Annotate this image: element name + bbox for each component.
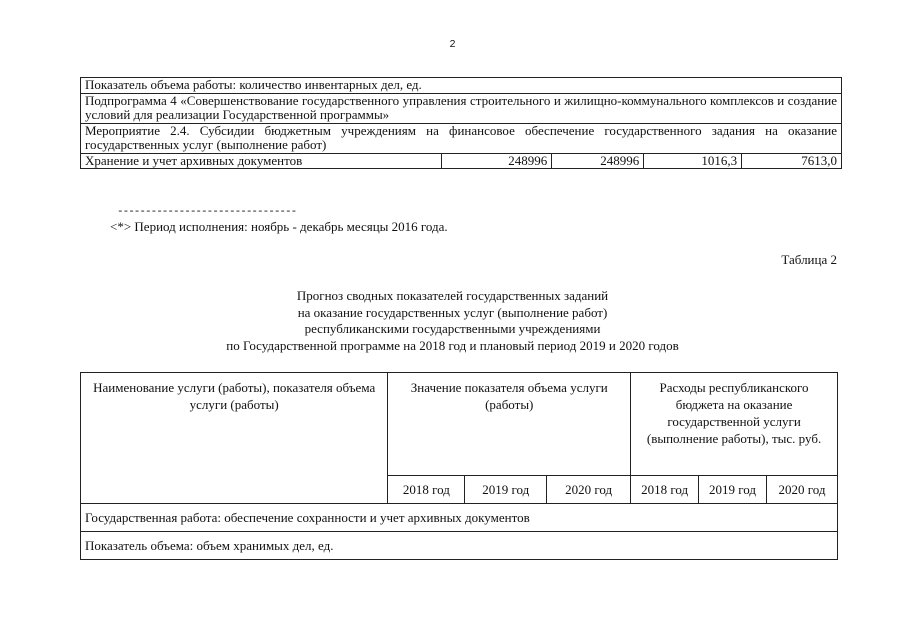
year-header: 2019 год <box>465 476 547 504</box>
table-heading <box>0 288 905 354</box>
heading-line: по Государственной программе на 2018 год и плановый период 2019 и 2020 годов <box>226 337 679 353</box>
archive-works-table-continued <box>80 77 842 169</box>
table-row <box>81 153 842 169</box>
measure-row-cell: Мероприятие 2.4. Субсидии бюджетным учреждениям на финансовое обеспечение государственного задания на оказание государственных услуг (выполнение работ) <box>81 123 842 153</box>
heading-line: республиканскими государственными учреждениями <box>304 321 601 336</box>
volume-indicator-header: Значение показателя объема услуги (работы) <box>388 373 631 476</box>
value-cell: 7613,0 <box>742 153 842 169</box>
page-number: 2 <box>449 38 456 50</box>
value-cell: 248996 <box>552 153 644 169</box>
year-header: 2020 год <box>547 476 631 504</box>
year-header: 2020 год <box>767 476 838 504</box>
table-row <box>81 93 842 123</box>
heading-line: Прогноз сводных показателей государственных заданий <box>296 288 609 303</box>
footnote-separator: -------------------------------- <box>117 206 297 218</box>
year-header: 2018 год <box>388 476 465 504</box>
service-name-header: Наименование услуги (работы), показателя объема услуги (работы) <box>81 373 388 504</box>
state-work-row-cell: Государственная работа: обеспечение сохранности и учет архивных документов <box>81 504 838 532</box>
table-row <box>81 78 842 94</box>
budget-expenses-header: Расходы республиканского бюджета на оказание государственной услуги (выполнение работы), тыс. руб. <box>631 373 838 476</box>
footnote-text: <*> Период исполнения: ноябрь - декабрь месяцы 2016 года. <box>110 219 448 234</box>
table-row <box>81 123 842 153</box>
forecast-table <box>80 372 838 560</box>
work-name-cell: Хранение и учет архивных документов <box>81 153 442 169</box>
volume-indicator-row-cell: Показатель объема: объем хранимых дел, ед. <box>81 532 838 560</box>
indicator-row-cell: Показатель объема работы: количество инвентарных дел, ед. <box>81 78 842 94</box>
year-header: 2019 год <box>699 476 767 504</box>
subprogram-row-cell: Подпрограмма 4 «Совершенствование государственного управления строительного и жилищно-коммунального комплексов и создание условий для реализации Государственной программы» <box>81 93 842 123</box>
table-row <box>81 504 838 532</box>
table-label: Таблица 2 <box>781 252 837 267</box>
header-row <box>81 373 838 476</box>
value-cell: 1016,3 <box>644 153 742 169</box>
value-cell: 248996 <box>442 153 552 169</box>
heading-line: на оказание государственных услуг (выполнение работ) <box>297 304 608 320</box>
year-header: 2018 год <box>631 476 699 504</box>
table-row <box>81 532 838 560</box>
